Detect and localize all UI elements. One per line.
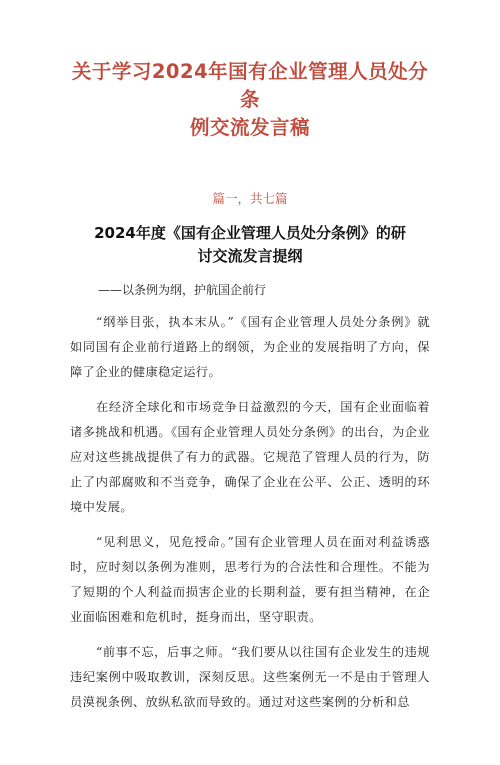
document-title-line-1: 关于学习2024年国有企业管理人员处分条 xyxy=(71,60,429,111)
document-page xyxy=(0,58,500,765)
paragraph-1: “纲举目张，执本末从。”《国有企业管理人员处分条例》就如同国有企业前行道路上的纲领，为企业的发展指明了方向，保障了企业的健康稳定运行。 xyxy=(70,315,430,379)
document-title xyxy=(70,58,430,142)
paragraph-2: 在经济全球化和市场竞争日益激烈的今天，国有企业面临着诸多挑战和机遇。《国有企业管理人员处分条例》的出台，为企业应对这些挑战提供了有力的武器。它规范了管理人员的行为，防止了内部腐败和不当竞争，确保了企业在公平、公正、透明的环境中发展。 xyxy=(70,400,430,514)
paragraph-4: “前事不忘，后事之师。“我们要从以往国有企业发生的违规违纪案例中吸取教训，深刻反思。这些案例无一不是由于管理人员漠视条例、放纵私欲而导致的。通过对这些案例的分析和总 xyxy=(70,645,430,709)
paragraph-3: “见利思义，见危授命。”国有企业管理人员在面对利益诱惑时，应时刻以条例为准则，思考行为的合法性和合理性。不能为了短期的个人利益而损害企业的长期利益，要有担当精神，在企业面临困难和危机时，挺身而出，坚守职责。 xyxy=(70,535,430,624)
document-title-line-2: 例交流发言稿 xyxy=(189,116,310,139)
article-title-line-2: 讨交流发言提纲 xyxy=(197,247,303,265)
section-label: 篇一，共七篇 xyxy=(212,191,288,206)
article-title-line-1: 2024年度《国有企业管理人员处分条例》的研 xyxy=(94,224,406,242)
article-subtitle: ——以条例为纲，护航国企前行 xyxy=(98,283,267,297)
article-title xyxy=(70,222,430,268)
